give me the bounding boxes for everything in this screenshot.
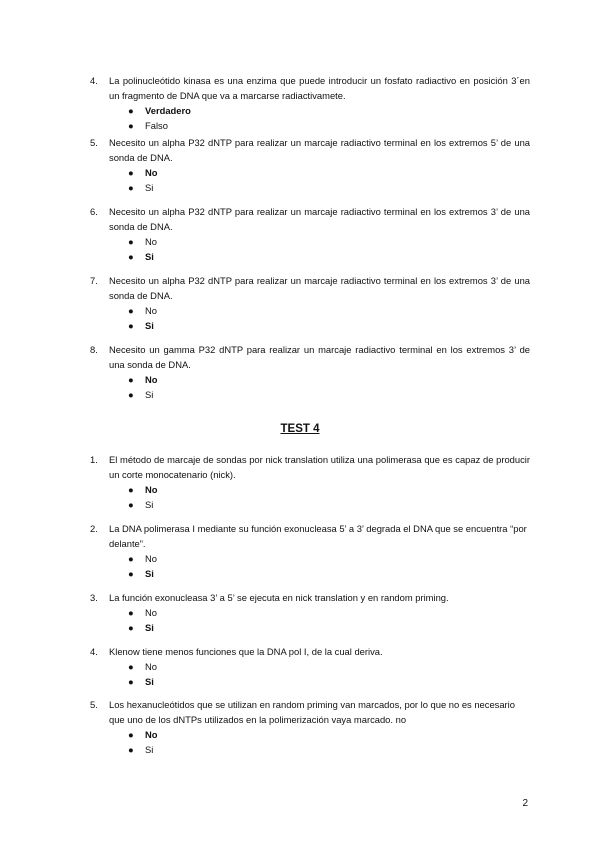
- option-list: [128, 234, 530, 264]
- question-text: Necesito un alpha P32 dNTP para realizar un marcaje radiactivo terminal en los extremos 3’ de una sonda de DNA.: [109, 206, 530, 232]
- question-s1-7: [90, 273, 530, 333]
- bullet-icon: ●: [128, 622, 134, 633]
- option-item: ● No: [128, 236, 157, 247]
- option-item: ● Verdadero: [128, 105, 191, 116]
- option-item: ● Si: [128, 676, 154, 687]
- option-item: ● Si: [128, 499, 154, 510]
- question-number: 8.: [90, 344, 98, 355]
- option-list: [128, 727, 530, 757]
- question-text: La DNA polimerasa I mediante su función exonucleasa 5’ a 3’ degrada el DNA que se encuentra “por delante”.: [109, 523, 527, 549]
- question-s1-6: [90, 204, 530, 264]
- question-number: 7.: [90, 275, 98, 286]
- question-s1-8: [90, 342, 530, 402]
- bullet-icon: ●: [128, 182, 134, 193]
- option-item: ● No: [128, 729, 158, 740]
- option-list: [128, 482, 530, 512]
- bullet-icon: ●: [128, 729, 134, 740]
- bullet-icon: ●: [128, 661, 134, 672]
- bullet-icon: ●: [128, 484, 134, 495]
- bullet-icon: ●: [128, 305, 134, 316]
- question-text: Necesito un alpha P32 dNTP para realizar un marcaje radiactivo terminal en los extremos 5’ de una sonda de DNA.: [109, 137, 530, 163]
- option-list: [128, 372, 530, 402]
- option-item: ● Si: [128, 744, 154, 755]
- bullet-icon: ●: [128, 120, 134, 131]
- question-number: 1.: [90, 454, 98, 465]
- bullet-icon: ●: [128, 236, 134, 247]
- bullet-icon: ●: [128, 389, 134, 400]
- bullet-icon: ●: [128, 105, 134, 116]
- option-list: [128, 303, 530, 333]
- option-item: ● No: [128, 305, 157, 316]
- question-text: Necesito un gamma P32 dNTP para realizar un marcaje radiactivo terminal en los extremos 3’ de una sonda de DNA.: [109, 344, 530, 370]
- option-item: ● No: [128, 553, 157, 564]
- option-item: ● No: [128, 661, 157, 672]
- question-number: 2.: [90, 523, 98, 534]
- option-item: ● Si: [128, 251, 154, 262]
- option-item: ● No: [128, 607, 157, 618]
- page-number: 2: [522, 798, 528, 809]
- option-item: ● Si: [128, 389, 154, 400]
- section-title: TEST 4: [280, 423, 320, 435]
- bullet-icon: ●: [128, 607, 134, 618]
- bullet-icon: ●: [128, 499, 134, 510]
- question-s2-3: [90, 590, 530, 635]
- question-text: La función exonucleasa 3’ a 5’ se ejecuta en nick translation y en random priming.: [109, 592, 449, 603]
- bullet-icon: ●: [128, 167, 134, 178]
- question-number: 3.: [90, 592, 98, 603]
- question-number: 6.: [90, 206, 98, 217]
- option-item: ● Si: [128, 320, 154, 331]
- bullet-icon: ●: [128, 676, 134, 687]
- bullet-icon: ●: [128, 320, 134, 331]
- option-item: ● Falso: [128, 120, 168, 131]
- question-text: La polinucleótido kinasa es una enzima que puede introducir un fosfato radiactivo en posición 3´en un fragmento de DNA que va a marcarse radiactivamete.: [109, 75, 530, 101]
- question-s2-1: [90, 452, 530, 512]
- question-s2-2: [90, 521, 530, 581]
- bullet-icon: ●: [128, 568, 134, 579]
- option-list: [128, 551, 530, 581]
- question-text: El método de marcaje de sondas por nick translation utiliza una polimerasa que es capaz de producir un corte monocatenario (nick).: [109, 454, 530, 480]
- question-s1-5: [90, 135, 530, 195]
- option-item: ● Si: [128, 182, 154, 193]
- question-s1-4: [90, 73, 530, 133]
- question-text: Necesito un alpha P32 dNTP para realizar un marcaje radiactivo terminal en los extremos 3’ de una sonda de DNA.: [109, 275, 530, 301]
- bullet-icon: ●: [128, 553, 134, 564]
- bullet-icon: ●: [128, 251, 134, 262]
- question-s2-4: [90, 644, 530, 689]
- option-list: [128, 103, 530, 133]
- option-list: [128, 165, 530, 195]
- question-text: Los hexanucleótidos que se utilizan en random priming van marcados, por lo que no es necesario que uno de los dNTPs utilizados en la polimerización vaya marcado. no: [109, 699, 515, 725]
- option-item: ● Si: [128, 568, 154, 579]
- option-item: ● Si: [128, 622, 154, 633]
- option-list: [128, 605, 530, 635]
- option-item: ● No: [128, 167, 158, 178]
- question-text: Klenow tiene menos funciones que la DNA pol I, de la cual deriva.: [109, 646, 383, 657]
- bullet-icon: ●: [128, 744, 134, 755]
- question-number: 4.: [90, 646, 98, 657]
- option-item: ● No: [128, 484, 158, 495]
- question-number: 4.: [90, 75, 98, 86]
- question-number: 5.: [90, 699, 98, 710]
- bullet-icon: ●: [128, 374, 134, 385]
- question-s2-5: [90, 697, 530, 757]
- option-item: ● No: [128, 374, 158, 385]
- question-number: 5.: [90, 137, 98, 148]
- option-list: [128, 659, 530, 689]
